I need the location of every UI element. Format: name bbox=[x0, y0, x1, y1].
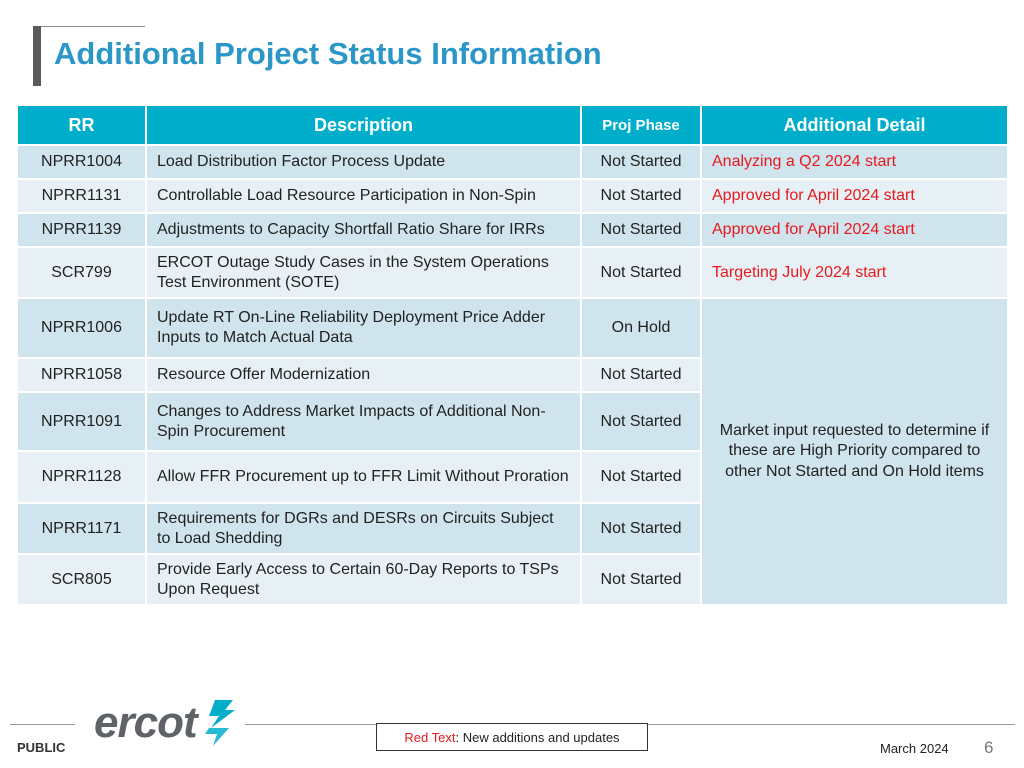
page-number: 6 bbox=[984, 738, 994, 757]
phase-cell: Not Started bbox=[581, 554, 701, 605]
merged-detail-cell: Market input requested to determine if these are High Priority compared to other Not Started and On Hold items bbox=[701, 298, 1008, 605]
rr-cell: NPRR1006 bbox=[17, 298, 146, 358]
footer-rule-left bbox=[10, 724, 75, 725]
phase-cell: Not Started bbox=[581, 503, 701, 554]
legend-red-text: Red Text bbox=[404, 730, 456, 745]
description-cell: Controllable Load Resource Participation in Non-Spin bbox=[146, 179, 581, 213]
detail-cell: Targeting July 2024 start bbox=[701, 247, 1008, 298]
detail-cell: Approved for April 2024 start bbox=[701, 213, 1008, 247]
description-cell: Allow FFR Procurement up to FFR Limit Without Proration bbox=[146, 451, 581, 503]
phase-cell: On Hold bbox=[581, 298, 701, 358]
phase-cell: Not Started bbox=[581, 247, 701, 298]
phase-cell: Not Started bbox=[581, 179, 701, 213]
footer-date: March 2024 bbox=[880, 741, 949, 756]
description-cell: ERCOT Outage Study Cases in the System Operations Test Environment (SOTE) bbox=[146, 247, 581, 298]
description-cell: Load Distribution Factor Process Update bbox=[146, 145, 581, 179]
header-proj-phase: Proj Phase bbox=[581, 105, 701, 145]
legend-box bbox=[376, 723, 648, 751]
table-row bbox=[17, 145, 1008, 179]
phase-cell: Not Started bbox=[581, 213, 701, 247]
phase-cell: Not Started bbox=[581, 145, 701, 179]
classification-label: PUBLIC bbox=[17, 740, 66, 755]
title-accent-bar bbox=[33, 26, 41, 86]
header-rr: RR bbox=[17, 105, 146, 145]
detail-cell: Analyzing a Q2 2024 start bbox=[701, 145, 1008, 179]
rr-cell: NPRR1139 bbox=[17, 213, 146, 247]
rr-cell: NPRR1171 bbox=[17, 503, 146, 554]
project-status-table bbox=[16, 104, 1009, 606]
rr-cell: NPRR1004 bbox=[17, 145, 146, 179]
header-additional-detail: Additional Detail bbox=[701, 105, 1008, 145]
title-top-rule bbox=[41, 26, 145, 27]
description-cell: Resource Offer Modernization bbox=[146, 358, 581, 392]
table-row bbox=[17, 298, 1008, 358]
rr-cell: NPRR1091 bbox=[17, 392, 146, 451]
header-description: Description bbox=[146, 105, 581, 145]
page-title: Additional Project Status Information bbox=[54, 36, 602, 71]
ercot-bolt-icon bbox=[201, 698, 237, 748]
legend-description: : New additions and updates bbox=[455, 730, 620, 745]
description-cell: Changes to Address Market Impacts of Additional Non-Spin Procurement bbox=[146, 392, 581, 451]
table-row bbox=[17, 179, 1008, 213]
description-cell: Provide Early Access to Certain 60-Day Reports to TSPs Upon Request bbox=[146, 554, 581, 605]
rr-cell: NPRR1058 bbox=[17, 358, 146, 392]
phase-cell: Not Started bbox=[581, 451, 701, 503]
rr-cell: SCR799 bbox=[17, 247, 146, 298]
description-cell: Adjustments to Capacity Shortfall Ratio Share for IRRs bbox=[146, 213, 581, 247]
phase-cell: Not Started bbox=[581, 392, 701, 451]
logo-wordmark: ercot bbox=[94, 698, 197, 747]
table-header-row bbox=[17, 105, 1008, 145]
rr-cell: SCR805 bbox=[17, 554, 146, 605]
table-row bbox=[17, 213, 1008, 247]
detail-cell: Approved for April 2024 start bbox=[701, 179, 1008, 213]
ercot-logo bbox=[94, 698, 237, 748]
description-cell: Requirements for DGRs and DESRs on Circuits Subject to Load Shedding bbox=[146, 503, 581, 554]
phase-cell: Not Started bbox=[581, 358, 701, 392]
table-row bbox=[17, 247, 1008, 298]
rr-cell: NPRR1128 bbox=[17, 451, 146, 503]
rr-cell: NPRR1131 bbox=[17, 179, 146, 213]
description-cell: Update RT On-Line Reliability Deployment Price Adder Inputs to Match Actual Data bbox=[146, 298, 581, 358]
